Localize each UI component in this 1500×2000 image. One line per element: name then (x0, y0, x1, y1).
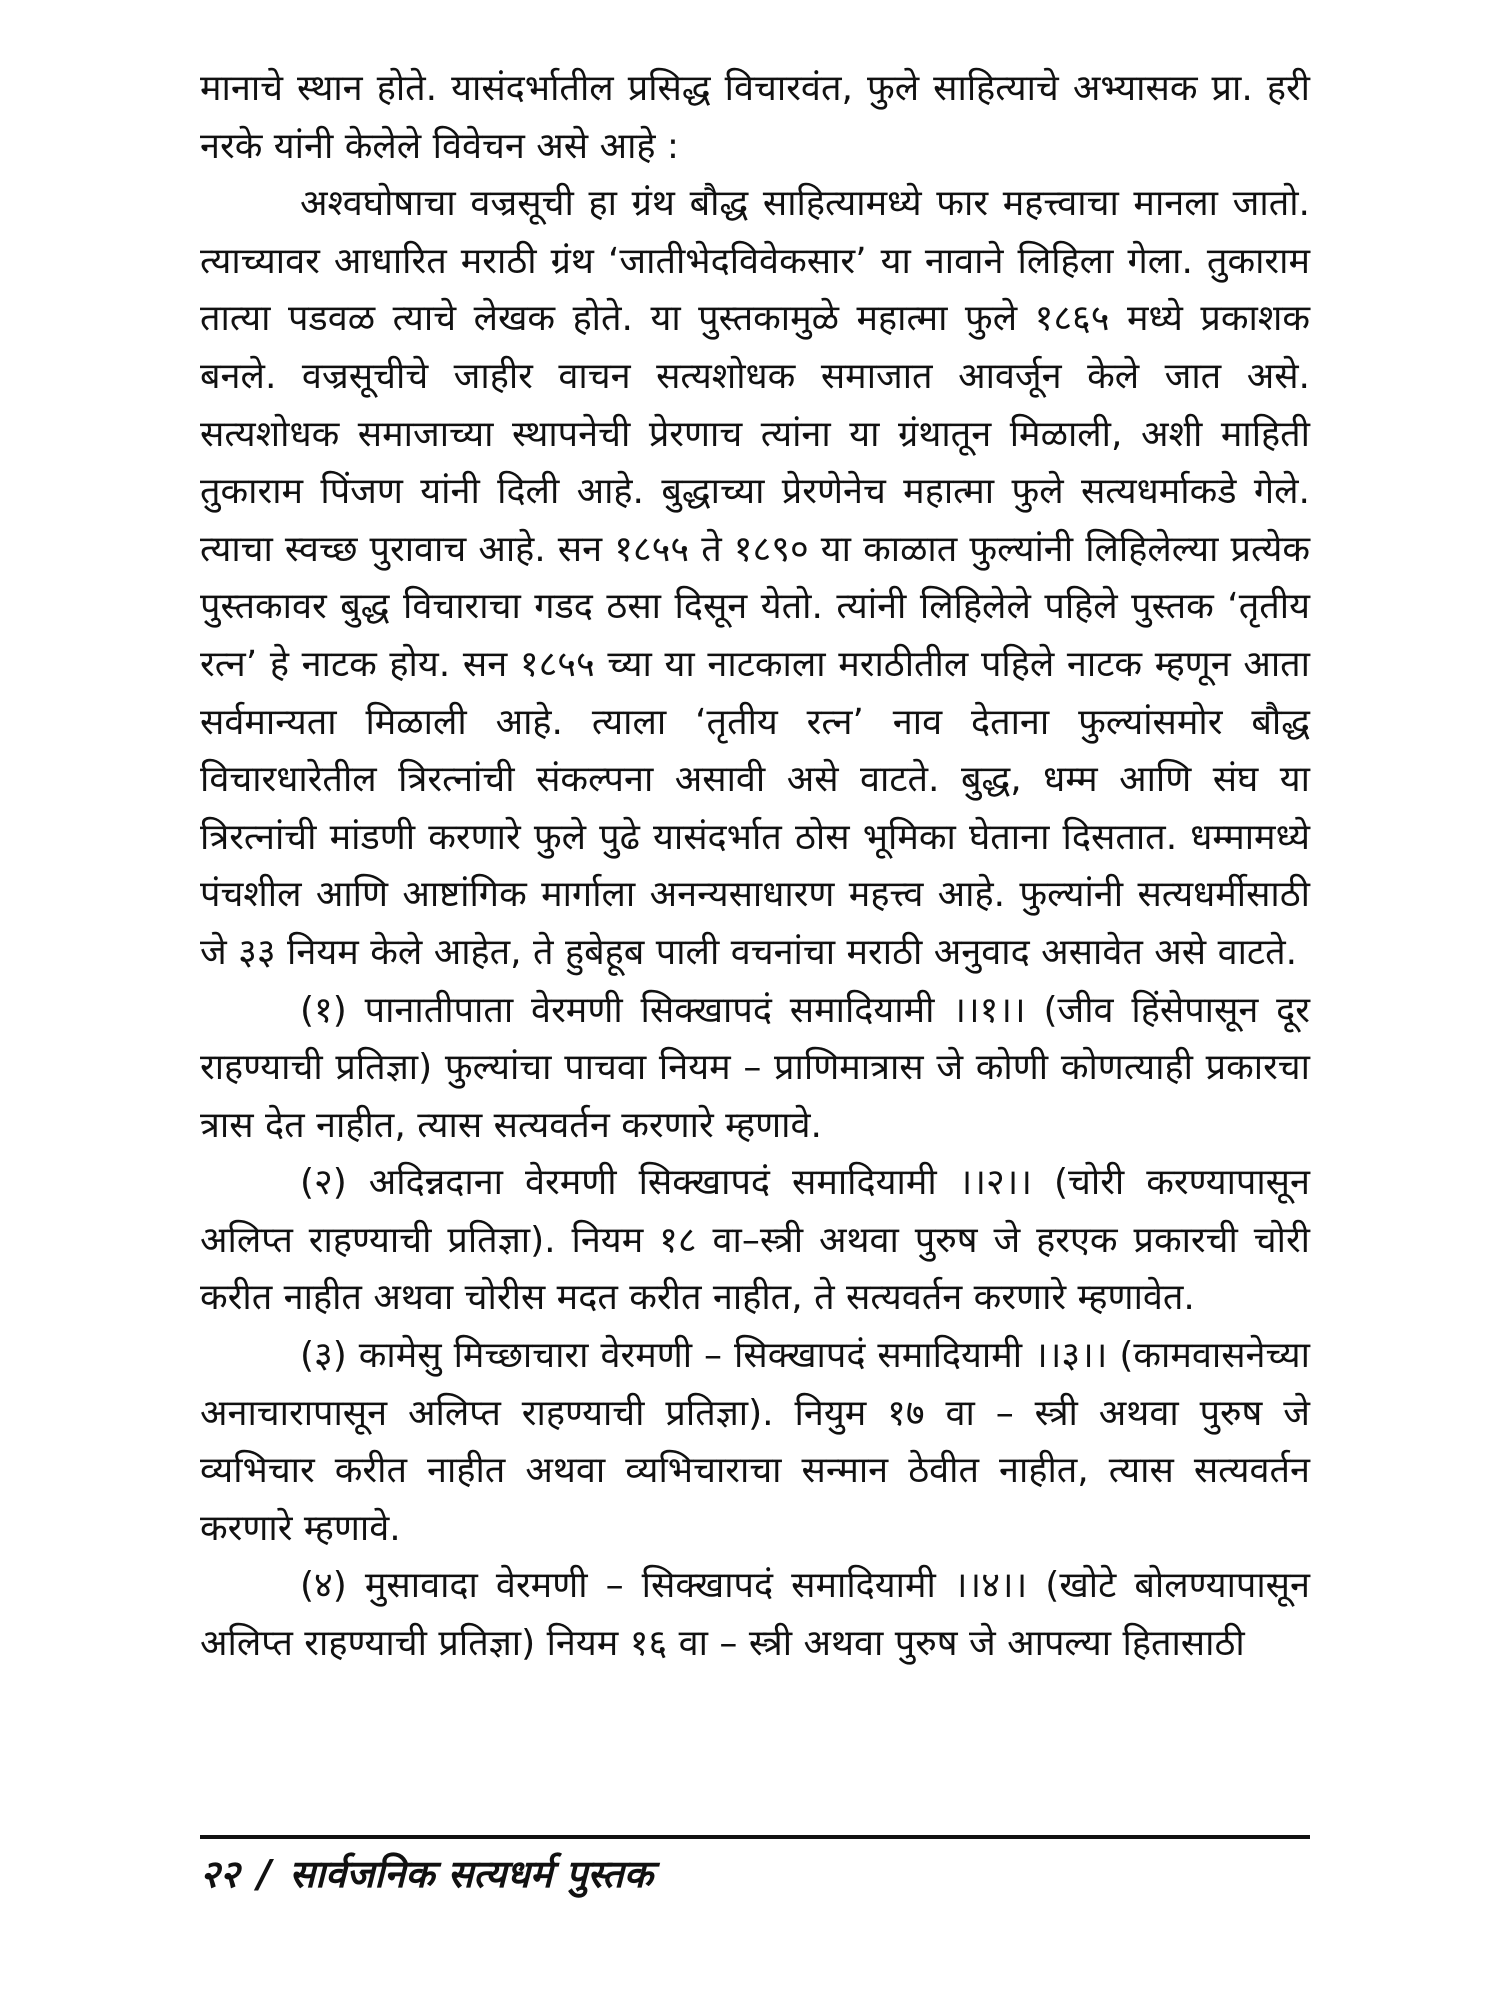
paragraph-quote: अश्वघोषाचा वज्रसूची हा ग्रंथ बौद्ध साहित्यामध्ये फार महत्त्वाचा मानला जातो. त्याच्यावर आधारित मराठी ग्रंथ ‘जातीभेदविवेकसार’ या नावाने लिहिला गेला. तुकाराम तात्या पडवळ त्याचे लेखक होते. या पुस्तकामुळे महात्मा फुले १८६५ मध्ये प्रकाशक बनले. वज्रसूचीचे जाहीर वाचन सत्यशोधक समाजात आवर्जून केले जात असे. सत्यशोधक समाजाच्या स्थापनेची प्रेरणाच त्यांना या ग्रंथातून मिळाली, अशी माहिती तुकाराम पिंजण यांनी दिली आहे. बुद्धाच्या प्रेरणेनेच महात्मा फुले सत्यधर्माकडे गेले. त्याचा स्वच्छ पुरावाच आहे. सन १८५५ ते १८९० या काळात फुल्यांनी लिहिलेल्या प्रत्येक पुस्तकावर बुद्ध विचाराचा गडद ठसा दिसून येतो. त्यांनी लिहिलेले पहिले पुस्तक ‘तृतीय रत्न’ हे नाटक होय. सन १८५५ च्या या नाटकाला मराठीतील पहिले नाटक म्हणून आता सर्वमान्यता मिळाली आहे. त्याला ‘तृतीय रत्न’ नाव देताना फुल्यांसमोर बौद्ध विचारधारेतील त्रिरत्नांची संकल्पना असावी असे वाटते. बुद्ध, धम्म आणि संघ या त्रिरत्नांची मांडणी करणारे फुले पुढे यासंदर्भात ठोस भूमिका घेताना दिसतात. धम्मामध्ये पंचशील आणि आष्टांगिक मार्गाला अनन्यसाधारण महत्त्व आहे. फुल्यांनी सत्यधर्मीसाठी जे ३३ नियम केले आहेत, ते हुबेहूब पाली वचनांचा मराठी अनुवाद असावेत असे वाटते. (200, 183, 1310, 973)
paragraph-precept-2: (२) अदिन्नदाना वेरमणी सिक्खापदं समादियामी ।।२।। (चोरी करण्यापासून अलिप्त राहण्याची प्रतिज्ञा). नियम १८ वा–स्त्री अथवा पुरुष जे हरएक प्रकारची चोरी करीत नाहीत अथवा चोरीस मदत करीत नाहीत, ते सत्यवर्तन करणारे म्हणावेत. (200, 1162, 1310, 1319)
page-number: २२ (200, 1852, 240, 1896)
book-title: सार्वजनिक सत्यधर्म पुस्तक (289, 1852, 653, 1896)
footer-line (200, 1847, 1310, 1899)
paragraph-precept-3: (३) कामेसु मिच्छाचारा वेरमणी – सिक्खापदं समादियामी ।।३।। (कामवासनेच्या अनाचारापासून अलिप्त राहण्याची प्रतिज्ञा). नियुम १७ वा – स्त्री अथवा पुरुष जे व्यभिचार करीत नाहीत अथवा व्यभिचाराचा सन्मान ठेवीत नाहीत, त्यास सत्यवर्तन करणारे म्हणावे. (200, 1335, 1310, 1549)
footer-separator: / (257, 1852, 272, 1896)
footer-divider (200, 1835, 1310, 1839)
paragraph-precept-1: (१) पानातीपाता वेरमणी सिक्खापदं समादियामी ।।१।। (जीव हिंसेपासून दूर राहण्याची प्रतिज्ञा) फुल्यांचा पाचवा नियम – प्राणिमात्रास जे कोणी कोणत्याही प्रकारचा त्रास देत नाहीत, त्यास सत्यवर्तन करणारे म्हणावे. (200, 989, 1310, 1146)
paragraph-precept-4: (४) मुसावादा वेरमणी – सिक्खापदं समादियामी ।।४।। (खोटे बोलण्यापासून अलिप्त राहण्याची प्रतिज्ञा) नियम १६ वा – स्त्री अथवा पुरुष जे आपल्या हितासाठी (200, 1565, 1310, 1665)
book-page (200, 60, 1310, 1940)
paragraph-continuation: मानाचे स्थान होते. यासंदर्भातील प्रसिद्ध विचारवंत, फुले साहित्याचे अभ्यासक प्रा. हरी नरके यांनी केलेले विवेचन असे आहे : (200, 68, 1310, 167)
page-footer (200, 1835, 1310, 1899)
body-text (200, 60, 1310, 1673)
